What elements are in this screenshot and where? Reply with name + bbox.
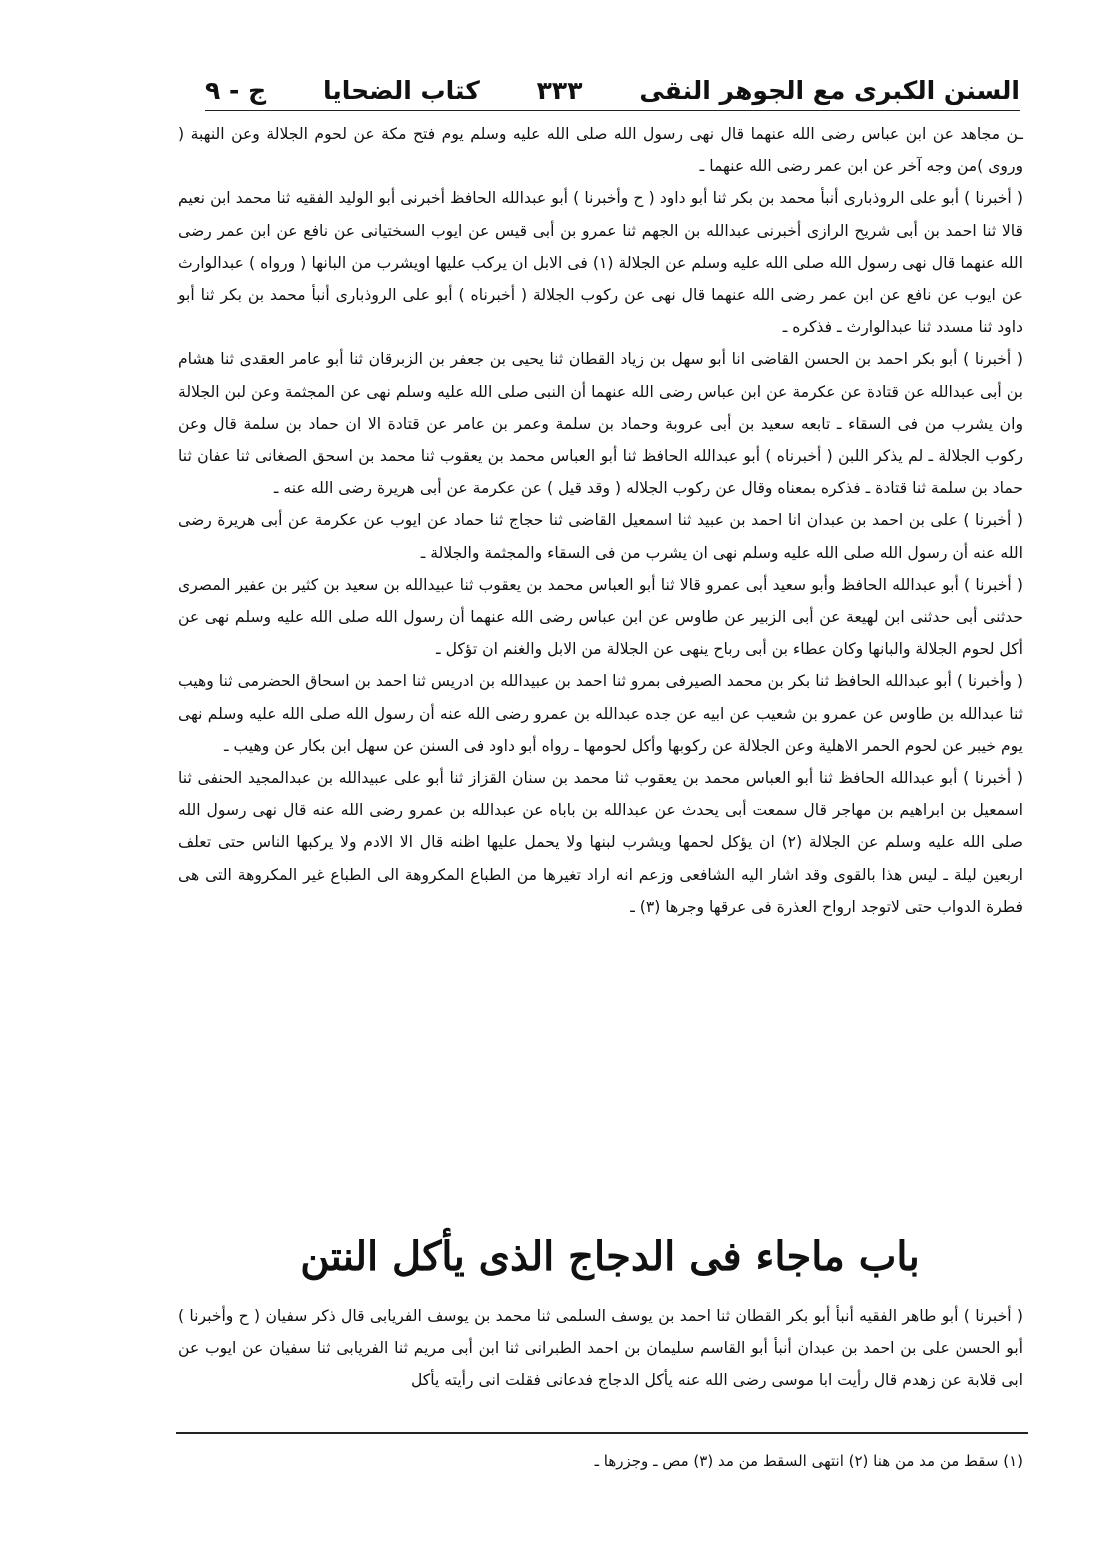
paragraph: ـن مجاهد عن ابن عباس رضى الله عنهما قال نهى رسول الله صلى الله عليه وسلم يوم فتح مكة عن لحوم الجلالة وعن النهبة ( وروى )من وجه آخر عن ابن عمر رضى الله عنهما ـ [178, 125, 1023, 176]
chapter-title: كتاب الضحايا [323, 75, 480, 105]
paragraph: ( وأخبرنا ) أبو عبدالله الحافظ ثنا بكر بن محمد الصيرفى بمرو ثنا احمد بن عبيدالله بن ادريس ثنا احمد بن اسحاق الحضرمى ثنا وهيب ثنا عبدالله بن طاوس عن عمرو بن شعيب عن ابيه عن جده عبدالله بن عمرو رضى الله عنه أن رسول الله صلى الله عليه وسلم نهى يوم خيبر عن لحوم الحمر الاهلية وعن الجلالة عن ركوبها وأكل لحومها ـ رواه أبو داود فى السنن عن سهل ابن بكار عن وهيب ـ [178, 672, 1023, 755]
main-text [178, 118, 1023, 923]
book-title: السنن الكبرى مع الجوهر النقى [639, 75, 1020, 105]
main-text-continued [178, 1300, 1023, 1397]
paragraph: ( أخبرنا ) أبو على الروذبارى أنبأ محمد بن بكر ثنا أبو داود ( ح وأخبرنا ) أبو عبدالله الحافظ أخبرنى أبو الوليد الفقيه ثنا محمد ابن نعيم قالا ثنا احمد بن أبى شريح الرازى أخبرنى عبدالله بن الجهم ثنا عمرو بن أبى قيس عن ايوب السختيانى عن نافع عن ابن عمر رضى الله عنهما قال نهى رسول الله صلى الله عليه وسلم عن الجلالة (١) فى الابل ان يركب عليها اويشرب من البانها ( ورواه ) عبدالوارث عن ايوب عن نافع عن ابن عمر رضى الله عنهما قال نهى عن ركوب الجلالة ( أخبرناه ) أبو على الروذبارى أنبأ محمد بن بكر ثنا أبو داود ثنا مسدد ثنا عبدالوارث ـ فذكره ـ [178, 189, 1024, 337]
chapter-heading: باب ماجاء فى الدجاج الذى يأكل النتن [300, 1233, 920, 1280]
page-number: ٣٣٣ [536, 75, 583, 105]
footnote-divider [176, 1432, 1028, 1434]
paragraph: ( أخبرنا ) أبو بكر احمد بن الحسن القاضى انا أبو سهل بن زياد القطان ثنا يحيى بن جعفر بن الزبرقان ثنا أبو عامر العقدى ثنا هشام بن أبى عبدالله عن قتادة عن عكرمة عن ابن عباس رضى الله عنهما أن النبى صلى الله عليه وسلم نهى عن المجثمة وعن لبن الجلالة وان يشرب من فى السقاء ـ تابعه سعيد بن أبى عروبة وحماد بن سلمة وعمر بن عامر عن قتادة الا ان حماد بن سلمة قال وعن ركوب الجلالة ـ لم يذكر اللبن ( أخبرناه ) أبو عبدالله الحافظ ثنا أبو العباس محمد بن يعقوب ثنا محمد بن اسحق الصغانى ثنا عفان ثنا حماد بن سلمة ثنا قتادة ـ فذكره بمعناه وقال عن ركوب الجلاله ( وقد قيل ) عن عكرمة عن أبى هريرة رضى الله عنه ـ [178, 350, 1023, 498]
running-header [205, 70, 1020, 111]
paragraph: ( أخبرنا ) على بن احمد بن عبدان انا احمد بن عبيد ثنا اسمعيل القاضى ثنا حجاج ثنا حماد عن ايوب عن عكرمة عن أبى هريرة رضى الله عنه أن رسول الله صلى الله عليه وسلم نهى ان يشرب من فى السقاء والمجثمة والجلالة ـ [178, 511, 1023, 562]
footnotes: (١) سقط من مد من هنا (٢) انتهى السقط من مد (٣) مص ـ وجزرها ـ [594, 1452, 1023, 1470]
volume-number: ج - ٩ [205, 75, 267, 105]
paragraph: ( أخبرنا ) أبو عبدالله الحافظ ثنا أبو العباس محمد بن يعقوب ثنا محمد بن سنان القزاز ثنا أبو على عبيدالله بن عبدالمجيد الحنفى ثنا اسمعيل بن ابراهيم بن مهاجر قال سمعت أبى يحدث عن عبدالله بن باباه عن عبدالله بن عمرو رضى الله عنه قال نهى رسول الله صلى الله عليه وسلم عن الجلالة (٢) ان يؤكل لحمها ويشرب لبنها ولا يحمل عليها اظنه قال الا الادم ولا يركبها الناس حتى تعلف اربعين ليلة ـ ليس هذا بالقوى وقد اشار اليه الشافعى وزعم انه اراد تغيرها من الطباع المكروهة الى الطباع غير المكروهة التى هى فطرة الدواب حتى لاتوجد ارواح العذرة فى عرقها وجرها (٣) ـ [178, 769, 1023, 916]
paragraph: ( أخبرنا ) أبو عبدالله الحافظ وأبو سعيد أبى عمرو قالا ثنا أبو العباس محمد بن يعقوب ثنا عبيدالله بن سعيد بن كثير بن عفير المصرى حدثنى أبى حدثنى ابن لهيعة عن أبى الزبير عن طاوس عن ابن عباس رضى الله عنهما أن رسول الله صلى الله عليه وسلم نهى عن أكل لحوم الجلالة والبانها وكان عطاء بن أبى رباح ينهى عن الجلالة من الابل والغنم ان تؤكل ـ [178, 575, 1023, 659]
paragraph: ( أخبرنا ) أبو طاهر الفقيه أنبأ أبو بكر القطان ثنا احمد بن يوسف السلمى ثنا محمد بن يوسف الفريابى قال ذكر سفيان ( ح وأخبرنا ) أبو الحسن على بن احمد بن عبدان أنبأ أبو القاسم سليمان بن احمد الطبرانى ثنا ابن أبى مريم ثنا الفريابى ثنا سفيان عن ايوب عن ابى قلابة عن زهدم قال رأيت ابا موسى رضى الله عنه يأكل الدجاج فدعانى فقلت انى رأيته يأكل [178, 1307, 1023, 1390]
